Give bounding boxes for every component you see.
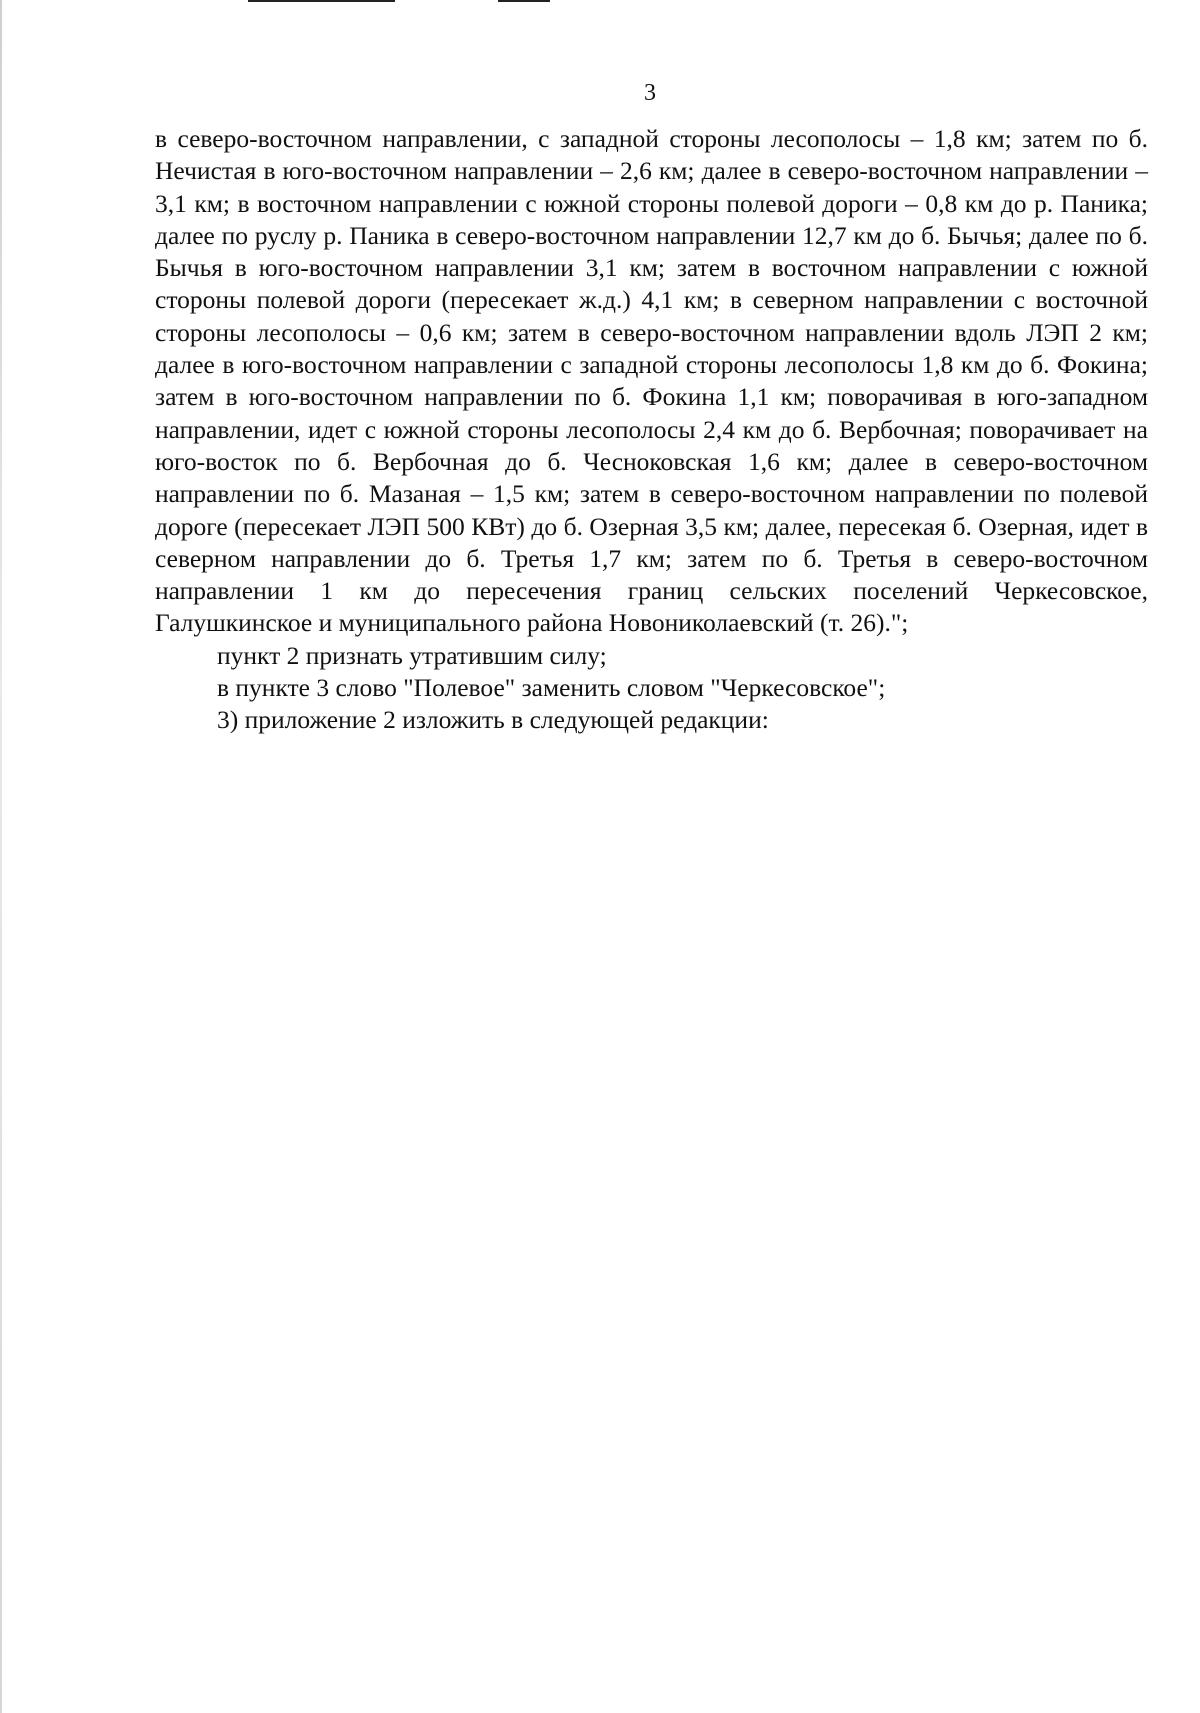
amendment-item-2: в пункте 3 слово "Полевое" заменить словом "Черкесовское";	[217, 673, 886, 703]
page-number: 3	[644, 80, 656, 106]
amendment-item-3: 3) приложение 2 изложить в следующей редакции:	[217, 705, 769, 735]
amendment-item-1: пункт 2 признать утратившим силу;	[217, 640, 607, 670]
top-rule-right	[498, 0, 550, 2]
top-rule-left	[248, 0, 395, 2]
document-body	[155, 123, 1148, 737]
scan-edge	[0, 0, 2, 1713]
boundary-description-paragraph: в северо-восточном направлении, с западной стороны лесополосы – 1,8 км; затем по б. Нечистая в юго-восточном направлении – 2,6 км; далее в северо-восточном направлении – 3,1 км; в восточном направлении с южной стороны полевой дороги – 0,8 км до р. Паника; далее по руслу р. Паника в северо-восточном направлении 12,7 км до б. Бычья; далее по б. Бычья в юго-восточном направлении 3,1 км; затем в восточном направлении с южной стороны полевой дороги (пересекает ж.д.) 4,1 км; в северном направлении с восточной стороны лесополосы – 0,6 км; затем в северо-восточном направлении вдоль ЛЭП 2 км; далее в юго-восточном направлении с западной стороны лесополосы 1,8 км до б. Фокина; затем в юго-восточном направлении по б. Фокина 1,1 км; поворачивая в юго-западном направлении, идет с южной стороны лесополосы 2,4 км до б. Вербочная; поворачивает на юго-восток по б. Вербочная до б. Чесноковская 1,6 км; далее в северо-восточном направлении по б. Мазаная – 1,5 км; затем в северо-восточном направлении по полевой дороге (пересекает ЛЭП 500 КВт) до б. Озерная 3,5 км; далее, пересекая б. Озерная, идет в северном направлении до б. Третья 1,7 км; затем по б. Третья в северо-восточном направлении 1 км до пересечения границ сельских поселений Черкесовское, Галушкинское и муниципального района Новониколаевский (т. 26).";	[155, 124, 1148, 638]
